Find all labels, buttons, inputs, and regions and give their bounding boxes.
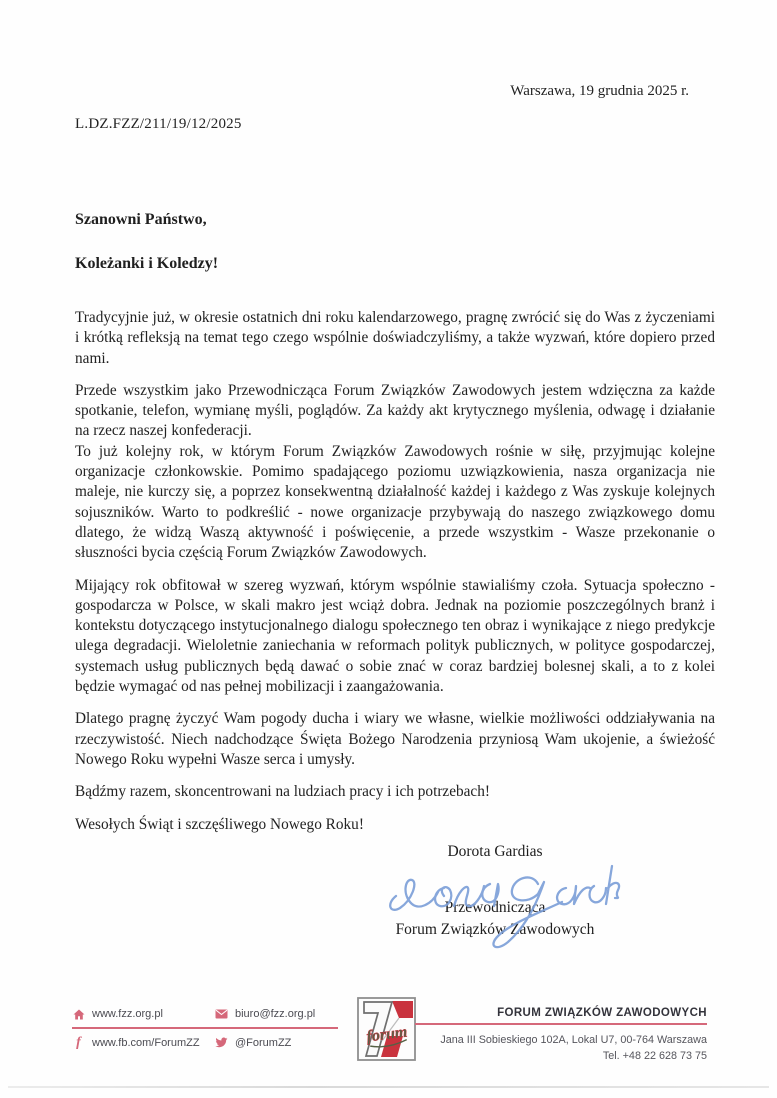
salutation-line-1: Szanowni Państwo, <box>75 211 207 228</box>
contact-row-social <box>72 1033 338 1053</box>
paragraph: To już kolejny rok, w którym Forum Związków Zawodowych rośnie w siłę, przyjmując kolejne organizacje członkowskie. Pomimo spadającego poziomu uzwiązkowienia, nasza organizacja nie maleje, nie kurczy się, a poprzez konsekwentną działalność każdej i każdego z Was zyskuje kolejnych sojuszników. Warto to podkreślić - nowe organizacje przybywają do naszego związkowego domu dlatego, że widzą Waszą aktywność i poświęcenie, a przede wszystkim - Wasze przekonanie o słuszności bycia częścią Forum Związków Zawodowych. <box>75 442 715 562</box>
scan-edge-line <box>8 1086 769 1088</box>
paragraph: Mijający rok obfitował w szereg wyzwań, którym wspólnie stawialiśmy czoła. Sytuacja społeczno - gospodarcza w Polsce, w skali makro jest wciąż dobra. Jednak na poziomie poszczególnych branż i kontekstu dotyczącego instytucjonalnego dialogu społecznego ten obraz i wynikające z niego predykcje ulega degradacji. Wieloletnie zaniechania w reformach polityk publicznych, w polityce gospodarczej, systemach usług publicznych będą dawać o sobie znać w coraz bardziej bolesnej skali, a to z kolei będzie wymagać od nas pełnej mobilizacji i zaangażowania. <box>75 576 715 696</box>
paragraph: Tradycyjnie już, w okresie ostatnich dni roku kalendarzowego, pragnę zwrócić się do Was z życzeniami i krótką refleksją na temat tego czego wspólnie doświadczyliśmy, a także wyzwań, które dopiero przed nami. <box>75 309 715 367</box>
home-icon <box>72 1008 85 1020</box>
footer-phone: Tel. +48 22 628 73 75 <box>602 1049 707 1062</box>
salutation-line-2: Koleżanki i Koledzy! <box>75 255 219 272</box>
paragraph: Dlatego pragnę życzyć Wam pogody ducha i wiary we własne, wielkie możliwości oddziaływania na rzeczywistość. Niech nadchodzące Święta Bożego Narodzenia przyniosą Wam ukojenie, a świeżość Nowego Roku wypełni Wasze serca i umysły. <box>75 710 715 768</box>
signer-organization: Forum Związków Zawodowych <box>395 921 595 938</box>
logo-text: forum <box>365 1023 409 1046</box>
signer-title: Przewodnicząca <box>444 899 546 916</box>
website-cell <box>72 1008 215 1020</box>
twitter-icon <box>215 1037 228 1049</box>
footer-right-divider <box>415 1023 707 1025</box>
signer-name: Dorota Gardias <box>447 843 543 860</box>
fzz-logo <box>356 996 417 1067</box>
reference-number: L.DZ.FZZ/211/19/12/2025 <box>75 116 242 132</box>
mail-icon <box>215 1008 228 1020</box>
email-cell <box>215 1008 315 1020</box>
paragraph: Przede wszystkim jako Przewodnicząca Forum Związków Zawodowych jestem wdzięczna za każde spotkanie, telefon, wymianę myśli, poglądów. Za każdy akt krytycznego myślenia, odwagę i działanie na rzecz naszej konfederacji. <box>75 381 715 440</box>
facebook-icon: f <box>76 1034 81 1050</box>
footer-address: Jana III Sobieskiego 102A, Lokal U7, 00-764 Warszawa <box>440 1033 707 1046</box>
footer-left-divider <box>72 1027 338 1029</box>
salutation-block <box>75 211 218 299</box>
signature-block <box>320 843 670 941</box>
contact-row-web <box>72 1004 338 1024</box>
twitter-handle: @ForumZZ <box>235 1036 292 1049</box>
footer-contact-links <box>72 1004 338 1053</box>
footer-org-name: FORUM ZWIĄZKÓW ZAWODOWYCH <box>497 1007 707 1019</box>
facebook-link: www.fb.com/ForumZZ <box>92 1036 200 1049</box>
website-link: www.fzz.org.pl <box>92 1008 163 1020</box>
facebook-cell <box>72 1034 215 1050</box>
letter-date: Warszawa, 19 grudnia 2025 r. <box>510 83 689 99</box>
twitter-cell <box>215 1037 291 1049</box>
letter-body <box>75 308 715 847</box>
paragraph: Wesołych Świąt i szczęśliwego Nowego Roku! <box>75 815 364 833</box>
paragraph: Bądźmy razem, skoncentrowani na ludziach pracy i ich potrzebach! <box>75 783 490 801</box>
footer-org-block <box>415 1007 707 1064</box>
email-link: biuro@fzz.org.pl <box>235 1008 316 1020</box>
